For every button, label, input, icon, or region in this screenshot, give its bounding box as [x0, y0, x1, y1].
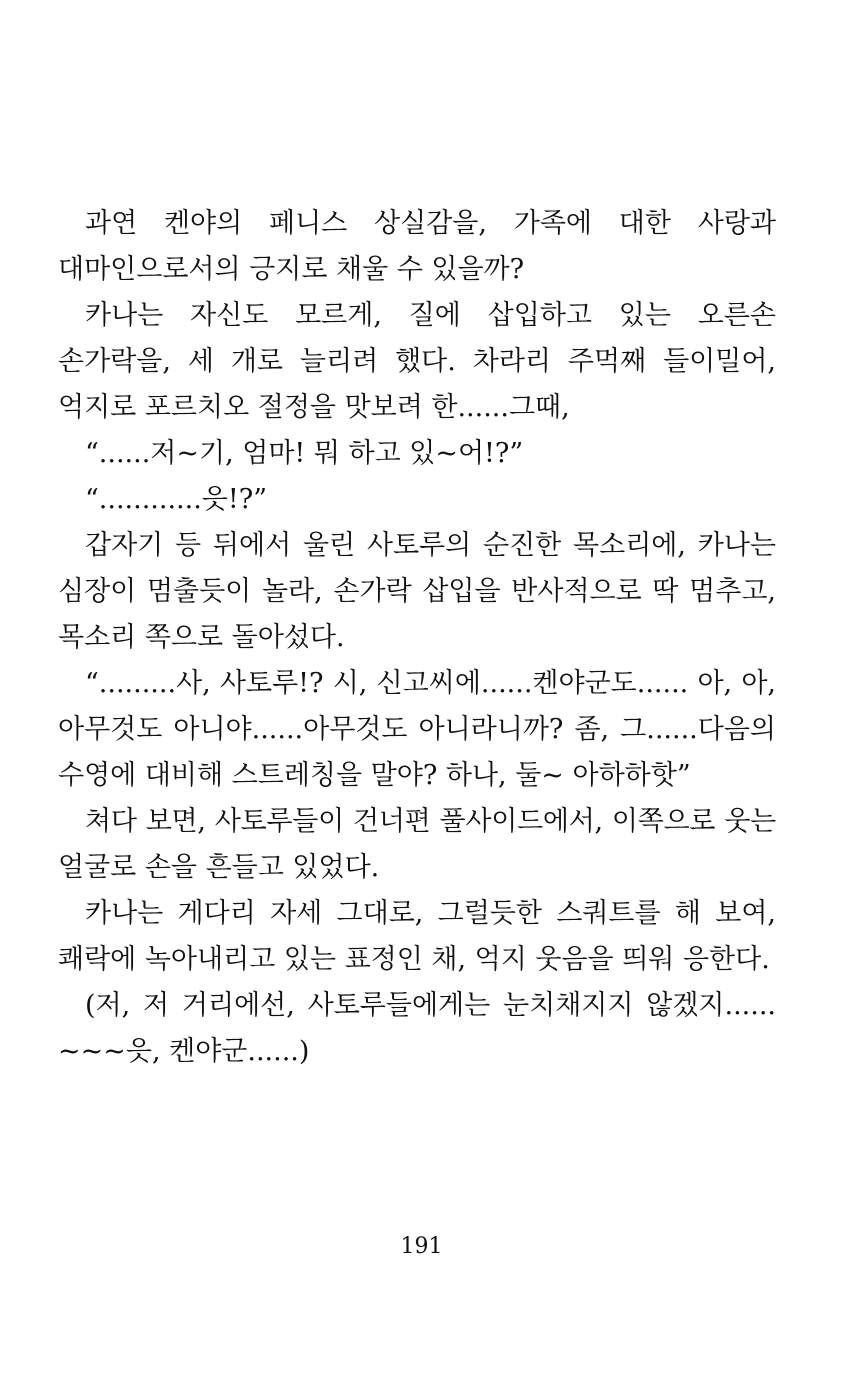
text-line: “............읏!?”	[85, 484, 268, 515]
page-number: 191	[400, 1234, 443, 1259]
paragraph	[58, 477, 776, 523]
paragraph	[58, 431, 776, 477]
text-line: 심장이 멈출듯이 놀라, 손가락 삽입을 반사적으로 딱 멈추고,	[58, 576, 776, 607]
text-line: 얼굴로 손을 흔들고 있었다.	[58, 852, 380, 883]
paragraph	[58, 661, 776, 799]
text-line: 수영에 대비해 스트레칭을 말야? 하나, 둘~ 아하하핫”	[58, 760, 691, 791]
text-line: ~~~읏, 켄야군......)	[58, 1036, 310, 1067]
paragraph	[58, 799, 776, 891]
text-line: 과연 켄야의 페니스 상실감을, 가족에 대한 사랑과	[85, 208, 776, 239]
paragraph	[58, 201, 776, 293]
body-text	[58, 201, 776, 1075]
text-line: “.........사, 사토루!? 시, 신고씨에......켄야군도...... 아, 아,	[85, 668, 776, 699]
text-line: 카나는 게다리 자세 그대로, 그럴듯한 스쿼트를 해 보여,	[85, 898, 776, 929]
text-line: 억지로 포르치오 절정을 맛보려 한......그때,	[58, 392, 570, 423]
text-line: 카나는 자신도 모르게, 질에 삽입하고 있는 오른손	[85, 300, 776, 331]
text-line: (저, 저 거리에선, 사토루들에게는 눈치채지지 않겠지......	[85, 990, 776, 1021]
paragraph	[58, 891, 776, 983]
text-line: 갑자기 등 뒤에서 울린 사토루의 순진한 목소리에, 카나는	[85, 530, 776, 561]
text-line: 손가락을, 세 개로 늘리려 했다. 차라리 주먹째 들이밀어,	[58, 346, 776, 377]
paragraph	[58, 983, 776, 1075]
text-line: 대마인으로서의 긍지로 채울 수 있을까?	[58, 254, 525, 285]
text-line: 쾌락에 녹아내리고 있는 표정인 채, 억지 웃음을 띄워 응한다.	[58, 944, 770, 975]
paragraph	[58, 293, 776, 431]
text-line: 쳐다 보면, 사토루들이 건너편 풀사이드에서, 이쪽으로 웃는	[85, 806, 776, 837]
paragraph	[58, 523, 776, 661]
text-line: 아무것도 아니야......아무것도 아니라니까? 좀, 그......다음의	[58, 714, 776, 745]
text-line: 목소리 쪽으로 돌아섰다.	[58, 622, 345, 653]
text-line: “......저~기, 엄마! 뭐 하고 있~어!?”	[85, 438, 524, 469]
